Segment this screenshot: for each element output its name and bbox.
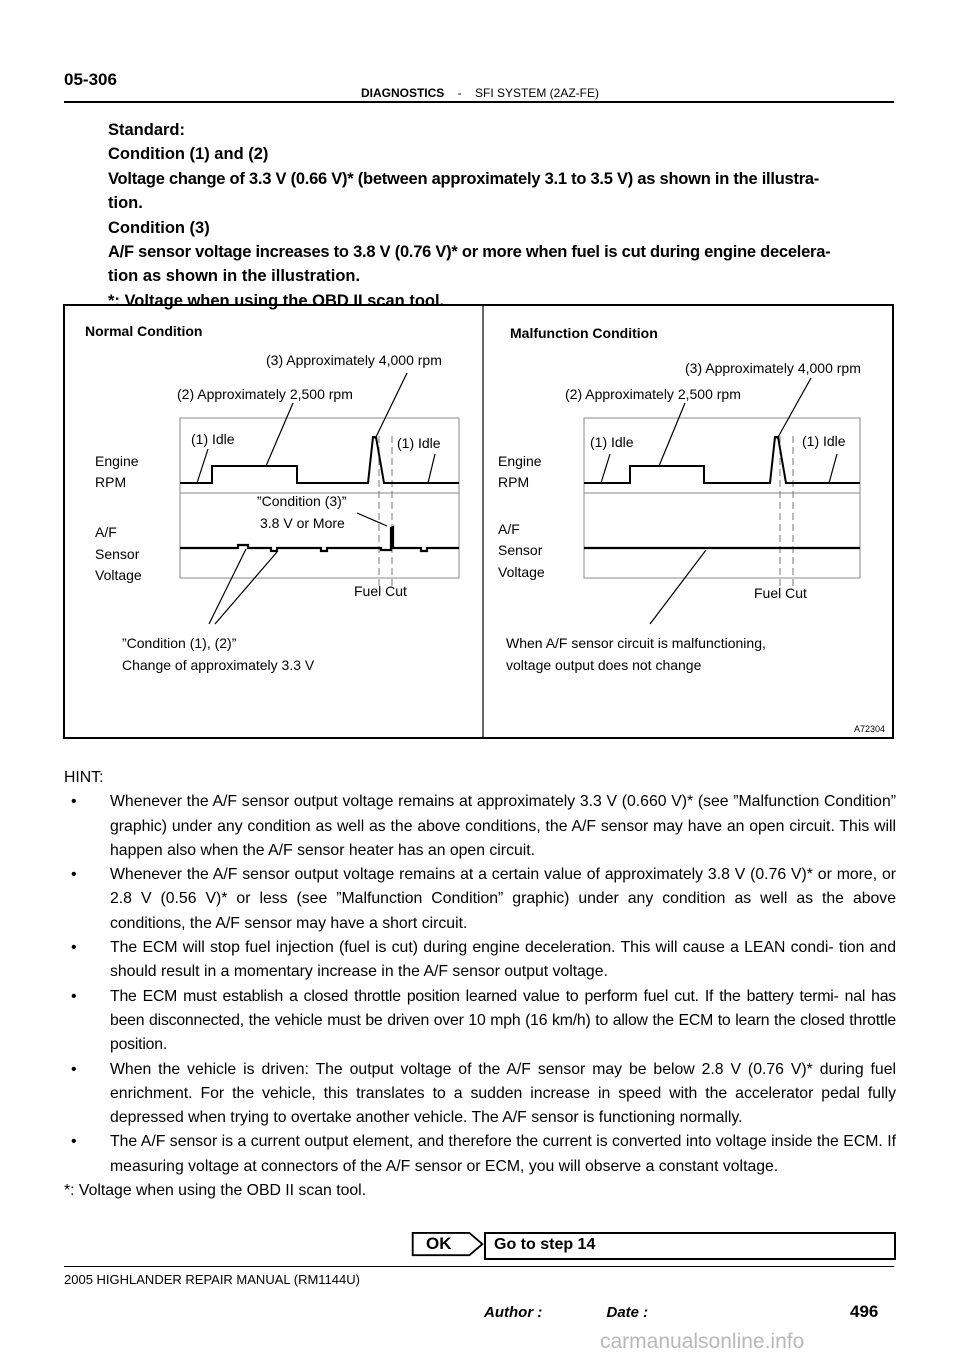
bullet-icon: • [71, 1060, 77, 1078]
bullet-icon: • [71, 866, 77, 884]
hint-text: The A/F sensor is a current output element, and therefore the current is converted into voltage inside the ECM. If measuring voltage at connectors of the A/F sensor or ECM, you will observe a constant voltage. [110, 1133, 896, 1175]
standard-line: Condition (3) [108, 218, 210, 237]
malfunction-note-line2: voltage output does not change [506, 657, 702, 673]
malfunction-idle-right-label: (1) Idle [802, 433, 846, 449]
list-item [64, 1058, 896, 1131]
malfunction-rpm-label: RPM [498, 474, 530, 490]
hint-footnote: *: Voltage when using the OBD II scan tool. [64, 1182, 367, 1200]
section-separator: - [457, 86, 462, 100]
author-date-row [484, 1304, 648, 1321]
bullet-icon: • [71, 1133, 77, 1151]
manual-title: 2005 HIGHLANDER REPAIR MANUAL (RM1144U) [64, 1272, 360, 1287]
normal-sensor-label: Sensor [95, 546, 140, 562]
hint-text: The ECM must establish a closed throttle position learned value to perform fuel cut. If the battery termi- nal has been disconnected, the vehicle must be driven over 10 mph (16 km/h) to allow the ECM to learn the closed throttle position. [110, 987, 896, 1054]
subsection-title: SFI SYSTEM (2AZ-FE) [475, 86, 600, 100]
malfunction-rpm2-label: (2) Approximately 2,500 rpm [565, 386, 741, 402]
hint-text: The ECM will stop fuel injection (fuel is cut) during engine deceleration. This will cause a LEAN condi- tion and should result in a momentary increase in the A/F sensor output voltage. [110, 939, 896, 981]
normal-cond3-line1: ”Condition (3)” [257, 493, 347, 509]
malfunction-voltage-label: Voltage [498, 564, 545, 580]
bullet-icon: • [71, 939, 77, 957]
list-item [64, 936, 896, 985]
normal-rpm2-label: (2) Approximately 2,500 rpm [177, 386, 353, 402]
normal-rpm-label: RPM [95, 474, 127, 490]
section-header [0, 86, 960, 100]
malfunction-fuelcut-label: Fuel Cut [754, 585, 807, 601]
malfunction-engine-label: Engine [498, 453, 542, 469]
list-item [64, 790, 896, 863]
standard-line: Standard: [108, 121, 186, 139]
normal-cond3-line2: 3.8 V or More [260, 515, 345, 531]
bullet-icon: • [71, 793, 77, 811]
standard-line: tion as shown in the illustration. [108, 267, 361, 286]
normal-cond12-line2: Change of approximately 3.3 V [122, 657, 315, 673]
footer-rule [64, 1266, 894, 1267]
hint-text: When the vehicle is driven: The output voltage of the A/F sensor may be below 2.8 V (0.76 V)* during fuel enrichment. For the vehicle, this translates to a sudden increase in speed with the accelerator pedal fully depressed when trying to overtake another vehicle. The A/F sensor is functioning normally. [110, 1060, 896, 1127]
author-label: Author : [484, 1304, 543, 1321]
malfunction-af-label: A/F [498, 521, 520, 537]
normal-title: Normal Condition [85, 323, 203, 339]
goto-step-label: Go to step 14 [494, 1236, 596, 1253]
bullet-icon: • [71, 987, 77, 1005]
hint-section [64, 766, 896, 1203]
header-rule [64, 101, 894, 103]
standard-line: A/F sensor voltage increases to 3.8 V (0.76 V)* or more when fuel is cut during engine decelera- [108, 243, 831, 262]
normal-voltage-label: Voltage [95, 567, 142, 583]
standard-line: Voltage change of 3.3 V (0.66 V)* (between approximately 3.1 to 3.5 V) as shown in the illustra- [108, 169, 820, 188]
section-title: DIAGNOSTICS [360, 86, 445, 100]
hint-list [64, 790, 896, 1179]
normal-rpm3-label: (3) Approximately 4,000 rpm [266, 352, 442, 368]
list-item [64, 863, 896, 936]
normal-cond12-line1: ”Condition (1), (2)” [122, 635, 237, 651]
page-number: 496 [850, 1302, 879, 1321]
list-item [64, 1130, 896, 1179]
normal-idle-right-label: (1) Idle [397, 435, 441, 451]
normal-fuelcut-label: Fuel Cut [354, 583, 407, 599]
malfunction-note-line1: When A/F sensor circuit is malfunctioning, [506, 635, 766, 651]
malfunction-idle-left-label: (1) Idle [590, 434, 634, 450]
list-item [64, 985, 896, 1058]
goto-step-box[interactable] [484, 1232, 896, 1260]
normal-fuelcut-markers [379, 436, 392, 590]
hint-text: Whenever the A/F sensor output voltage remains at approximately 3.3 V (0.660 V)* (see ”Malfunction Condition” graphic) under any condition as well as the above conditions, the A/F sensor may have an open circuit. This will happen also when the A/F sensor heater has an open circuit. [110, 793, 896, 859]
date-label: Date : [606, 1304, 649, 1321]
ok-label: OK [426, 1234, 452, 1253]
hint-title: HINT: [64, 769, 104, 786]
normal-idle-left-label: (1) Idle [191, 431, 235, 447]
standard-line: Condition (1) and (2) [108, 145, 269, 164]
standard-block [108, 118, 898, 313]
waveform-diagram [65, 306, 892, 737]
hint-text: Whenever the A/F sensor output voltage remains at a certain value of approximately 3.8 V (0.76 V)* or more, or 2.8 V (0.56 V)* or less (see ”Malfunction Condition” graphic) under any condition as well as the above conditions, the A/F sensor may have a short circuit. [110, 866, 896, 932]
figure-id: A72304 [854, 724, 886, 734]
malfunction-sensor-label: Sensor [498, 542, 543, 558]
normal-engine-label: Engine [95, 453, 139, 469]
normal-af-label: A/F [95, 524, 117, 540]
waveform-figure [63, 304, 894, 739]
standard-line: *: Voltage when using the OBD II scan tool. [108, 291, 445, 310]
malfunction-rpm3-label: (3) Approximately 4,000 rpm [685, 360, 861, 376]
page-code: 05-306 [64, 70, 117, 89]
standard-line: tion. [108, 194, 143, 213]
malfunction-title: Malfunction Condition [510, 325, 658, 341]
watermark: carmanualsonline.info [600, 1330, 805, 1353]
